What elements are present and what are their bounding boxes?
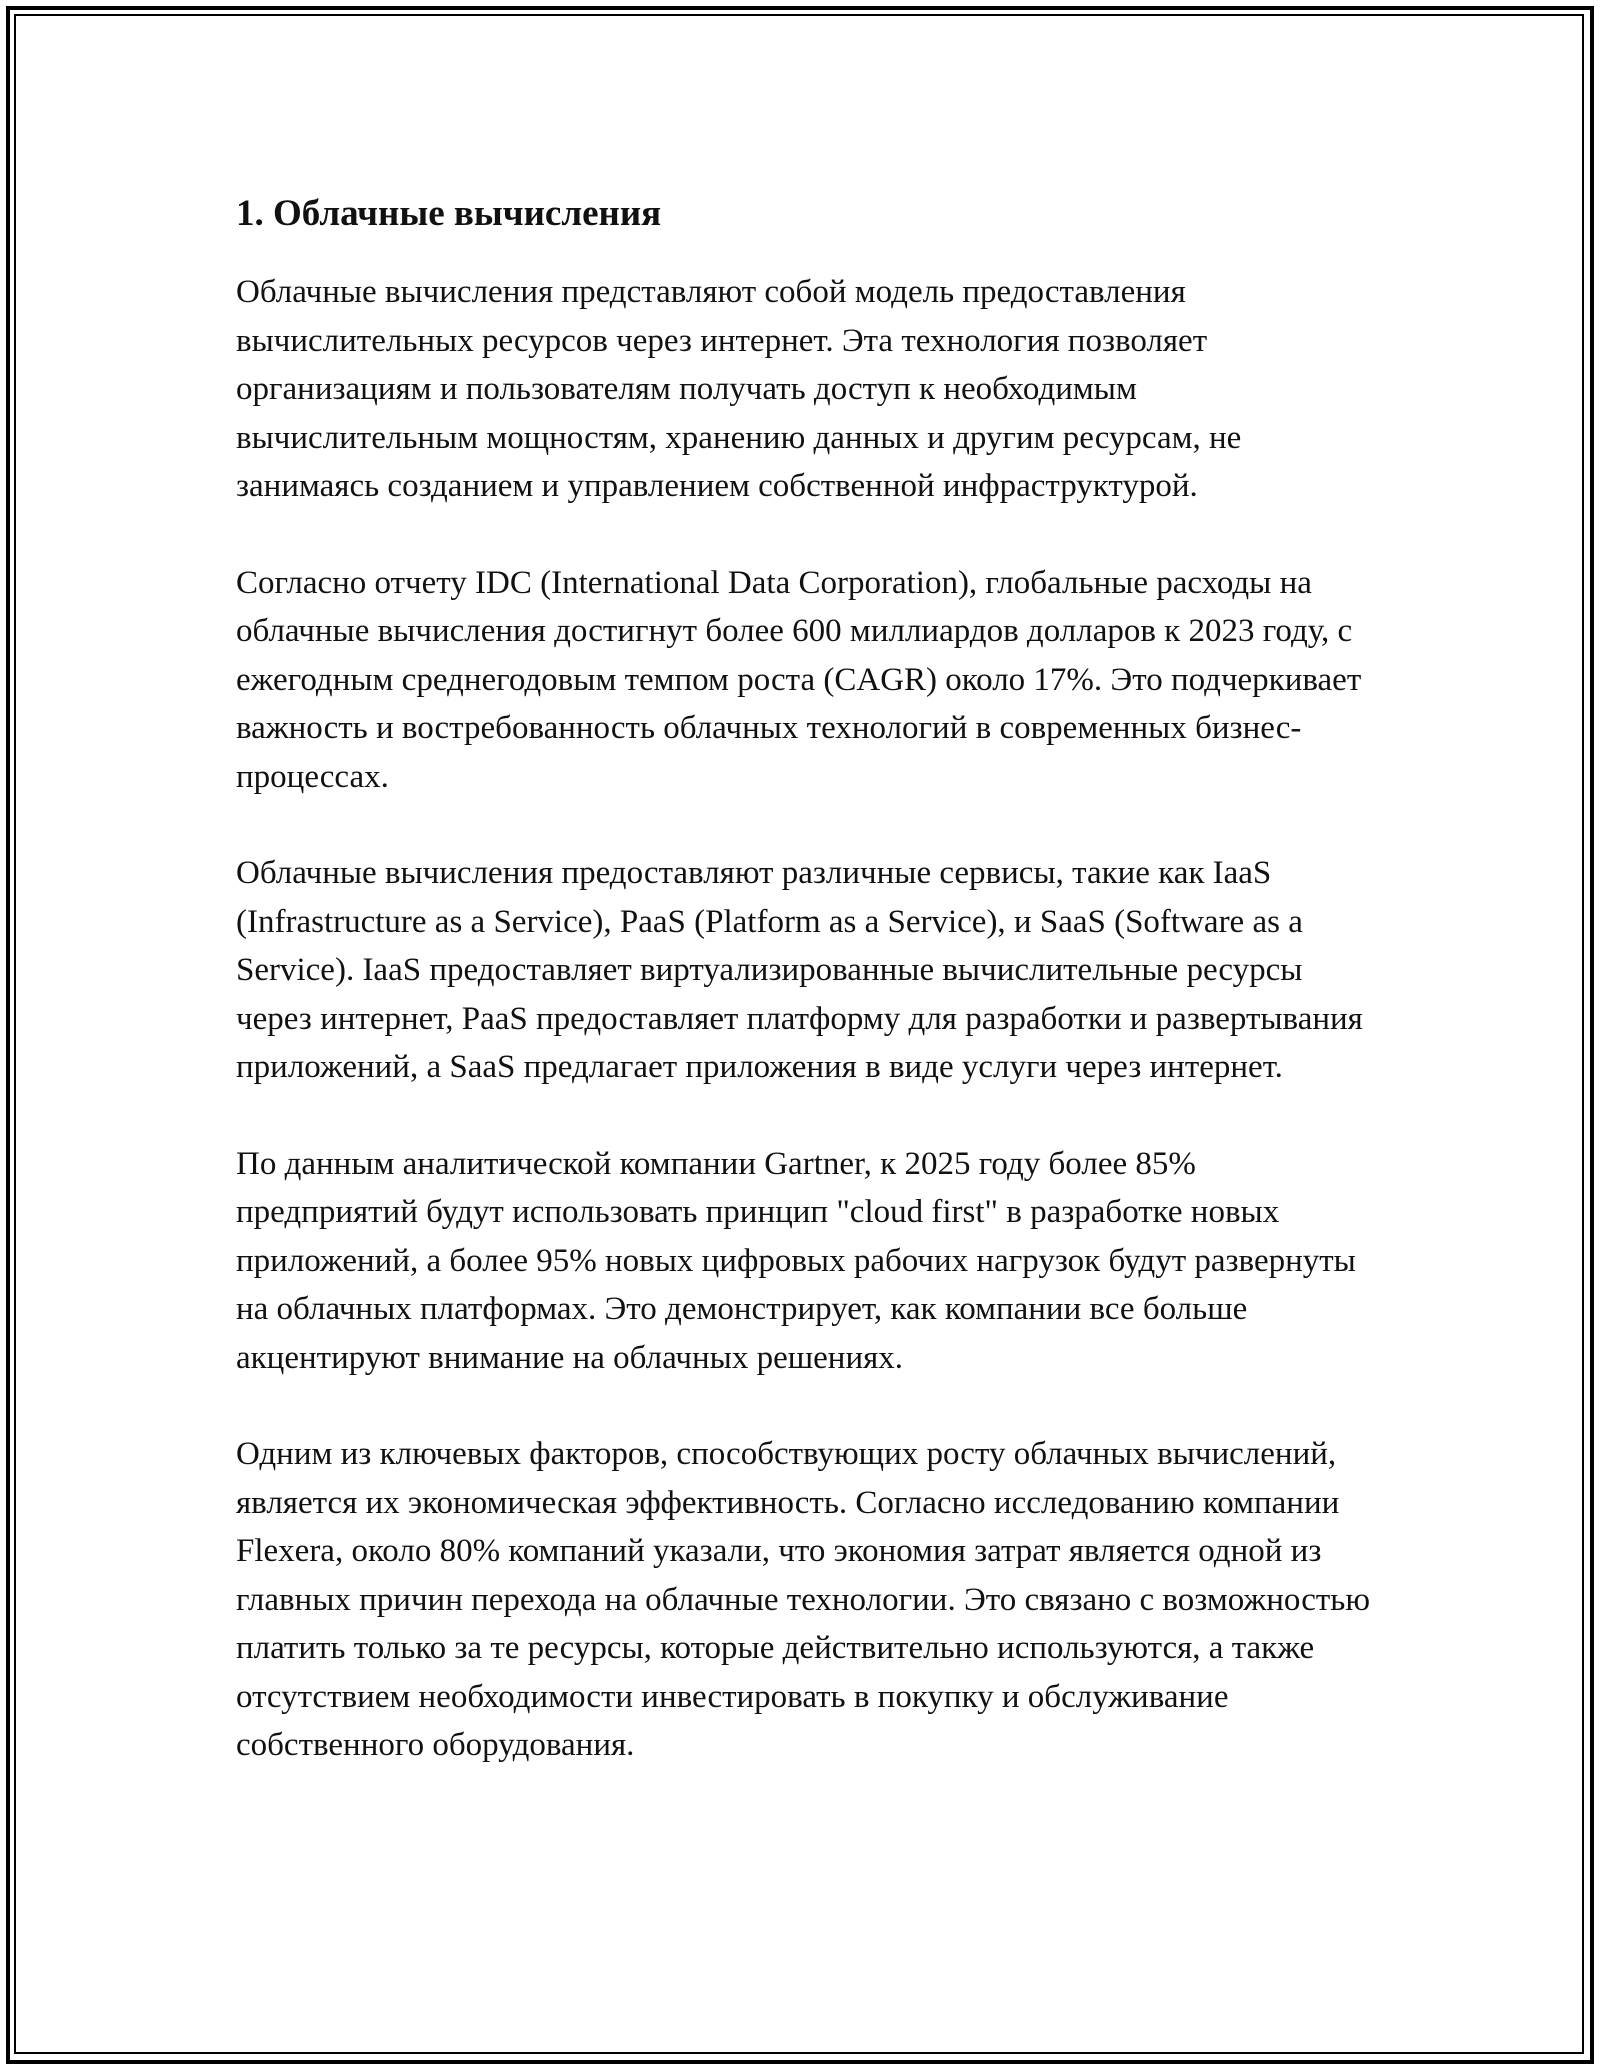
paragraph-gartner-forecast: По данным аналитической компании Gartner, к 2025 году более 85% предприятий будут использовать принцип "cloud first" в разработке новых приложений, а более 95% новых цифровых рабочих нагрузок будут развернуты на облачных платформах. Это демонстрирует, как компании все больше акцентируют внимание на облачных решениях. [236, 1145, 1356, 1376]
paragraph-service-models: Облачные вычисления предоставляют различные сервисы, такие как IaaS (Infrastructure as a Service), PaaS (Platform as a Service), и SaaS (Software as a Service). IaaS предоставляет виртуализированные вычислительные ресурсы через интернет, PaaS предоставляет платформу для разработки и развертывания приложений, а SaaS предлагает приложения в виде услуги через интернет. [236, 855, 1363, 1085]
paragraph-definition: Облачные вычисления представляют собой модель предоставления вычислительных ресурсов через интернет. Эта технология позволяет организациям и пользователям получать доступ к необходимым вычислительным мощностям, хранению данных и другим ресурсам, не занимаясь созданием и управлением собственной инфраструктурой. [236, 274, 1242, 504]
paragraph-idc-spending: Согласно отчету IDC (International Data Corporation), глобальные расходы на облачные вычисления достигнут более 600 миллиардов долларов к 2023 году, с ежегодным среднегодовым темпом роста (CAGR) около 17%. Это подчеркивает важность и востребованность облачных технологий в современных бизнес-процессах. [236, 564, 1362, 795]
document-body [236, 188, 1376, 1770]
section-heading: 1. Облачные вычисления [236, 193, 662, 234]
paragraph-cost-efficiency: Одним из ключевых факторов, способствующих росту облачных вычислений, является их экономическая эффективность. Согласно исследованию компании Flexera, около 80% компаний указали, что экономия затрат является одной из главных причин перехода на облачные технологии. Это связано с возможностью платить только за те ресурсы, которые действительно используются, а также отсутствием необходимости инвестировать в покупку и обслуживание собственного оборудования. [236, 1436, 1370, 1763]
